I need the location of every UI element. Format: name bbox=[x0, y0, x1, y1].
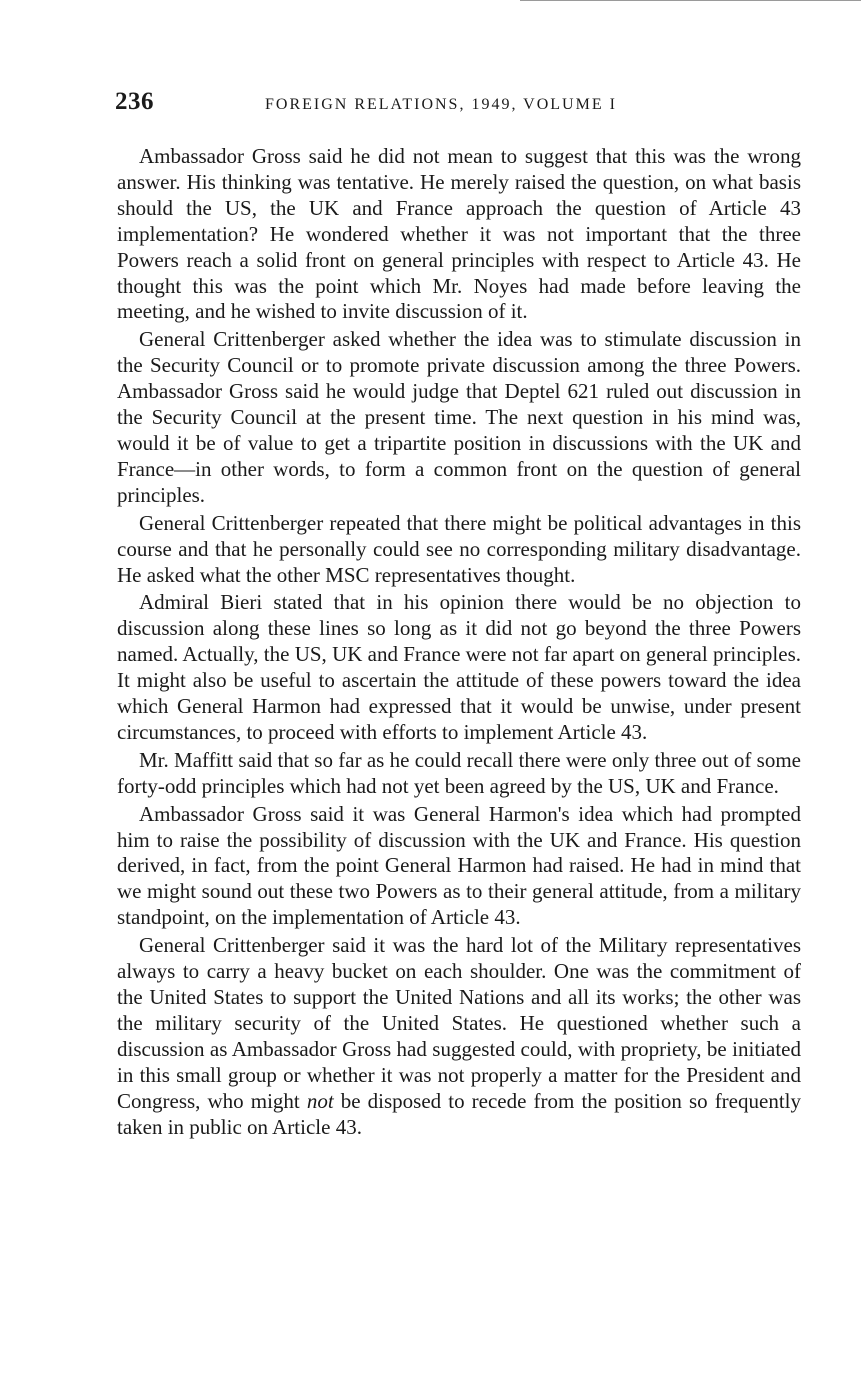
top-edge-rule bbox=[520, 0, 861, 1]
paragraph-gross-tentative: Ambassador Gross said he did not mean to suggest that this was the wrong answer. His thinking was tentative. He merely raised the question, on what basis should the US, the UK and France approach the question of Article 43 implementation? He wondered whether it was not important that the three Powers reach a solid front on general principles with respect to Article 43. He thought this was the point which Mr. Noyes had made before leaving the meeting, and he wished to invite discussion of it. bbox=[117, 144, 801, 324]
paragraph-maffitt-principles: Mr. Maffitt said that so far as he could recall there were only three out of some forty-odd principles which had not yet been agreed by the US, UK and France. bbox=[117, 747, 801, 798]
emphasized-word: not bbox=[306, 1088, 334, 1113]
paragraph-crittenberger-stimulate: General Crittenberger asked whether the idea was to stimulate discussion in the Security Council or to promote private discussion among the three Powers. Ambassador Gross said he would judge that Deptel 621 ruled out discussion in the Security Council at the present time. The next question in his mind was, would it be of value to get a tripartite position in discussions with the UK and France—in other words, to form a common front on the question of general principles. bbox=[117, 327, 801, 507]
paragraph-text-after-emphasis: be disposed to recede from the position so frequently taken in public on Article 43. bbox=[117, 1088, 801, 1139]
paragraph-crittenberger-advantages: General Crittenberger repeated that there might be political advantages in this course and that he personally could see no corresponding military disadvantage. He asked what the other MSC representatives thought. bbox=[117, 510, 801, 587]
paragraph-gross-harmon-idea: Ambassador Gross said it was General Harmon's idea which had prompted him to raise the possibility of discussion with the UK and France. His question derived, in fact, from the point General Harmon had raised. He had in mind that we might sound out these two Powers as to their general attitude, from a military standpoint, on the implementation of Article 43. bbox=[117, 801, 801, 930]
page-header bbox=[115, 88, 805, 128]
paragraph-bieri-opinion: Admiral Bieri stated that in his opinion there would be no objection to discussion along these lines so long as it did not go beyond the three Powers named. Actually, the US, UK and France were not far apart on general principles. It might also be useful to ascertain the attitude of these powers toward the idea which General Harmon had expressed that it would be unwise, under present circumstances, to proceed with efforts to implement Article 43. bbox=[117, 590, 801, 744]
paragraph-crittenberger-bucket bbox=[117, 933, 801, 1140]
running-head: FOREIGN RELATIONS, 1949, VOLUME I bbox=[265, 96, 617, 113]
body-text bbox=[117, 144, 801, 1142]
paragraph-text-before-emphasis: General Crittenberger said it was the hard lot of the Military representatives always to carry a heavy bucket on each shoulder. One was the commitment of the United States to support the United Nations and all its works; the other was the military security of the United States. He questioned whether such a discussion as Ambassador Gross had suggested could, with propriety, be initiated in this small group or whether it was not properly a matter for the President and Congress, who might bbox=[117, 933, 801, 1113]
page-number: 236 bbox=[115, 88, 154, 115]
